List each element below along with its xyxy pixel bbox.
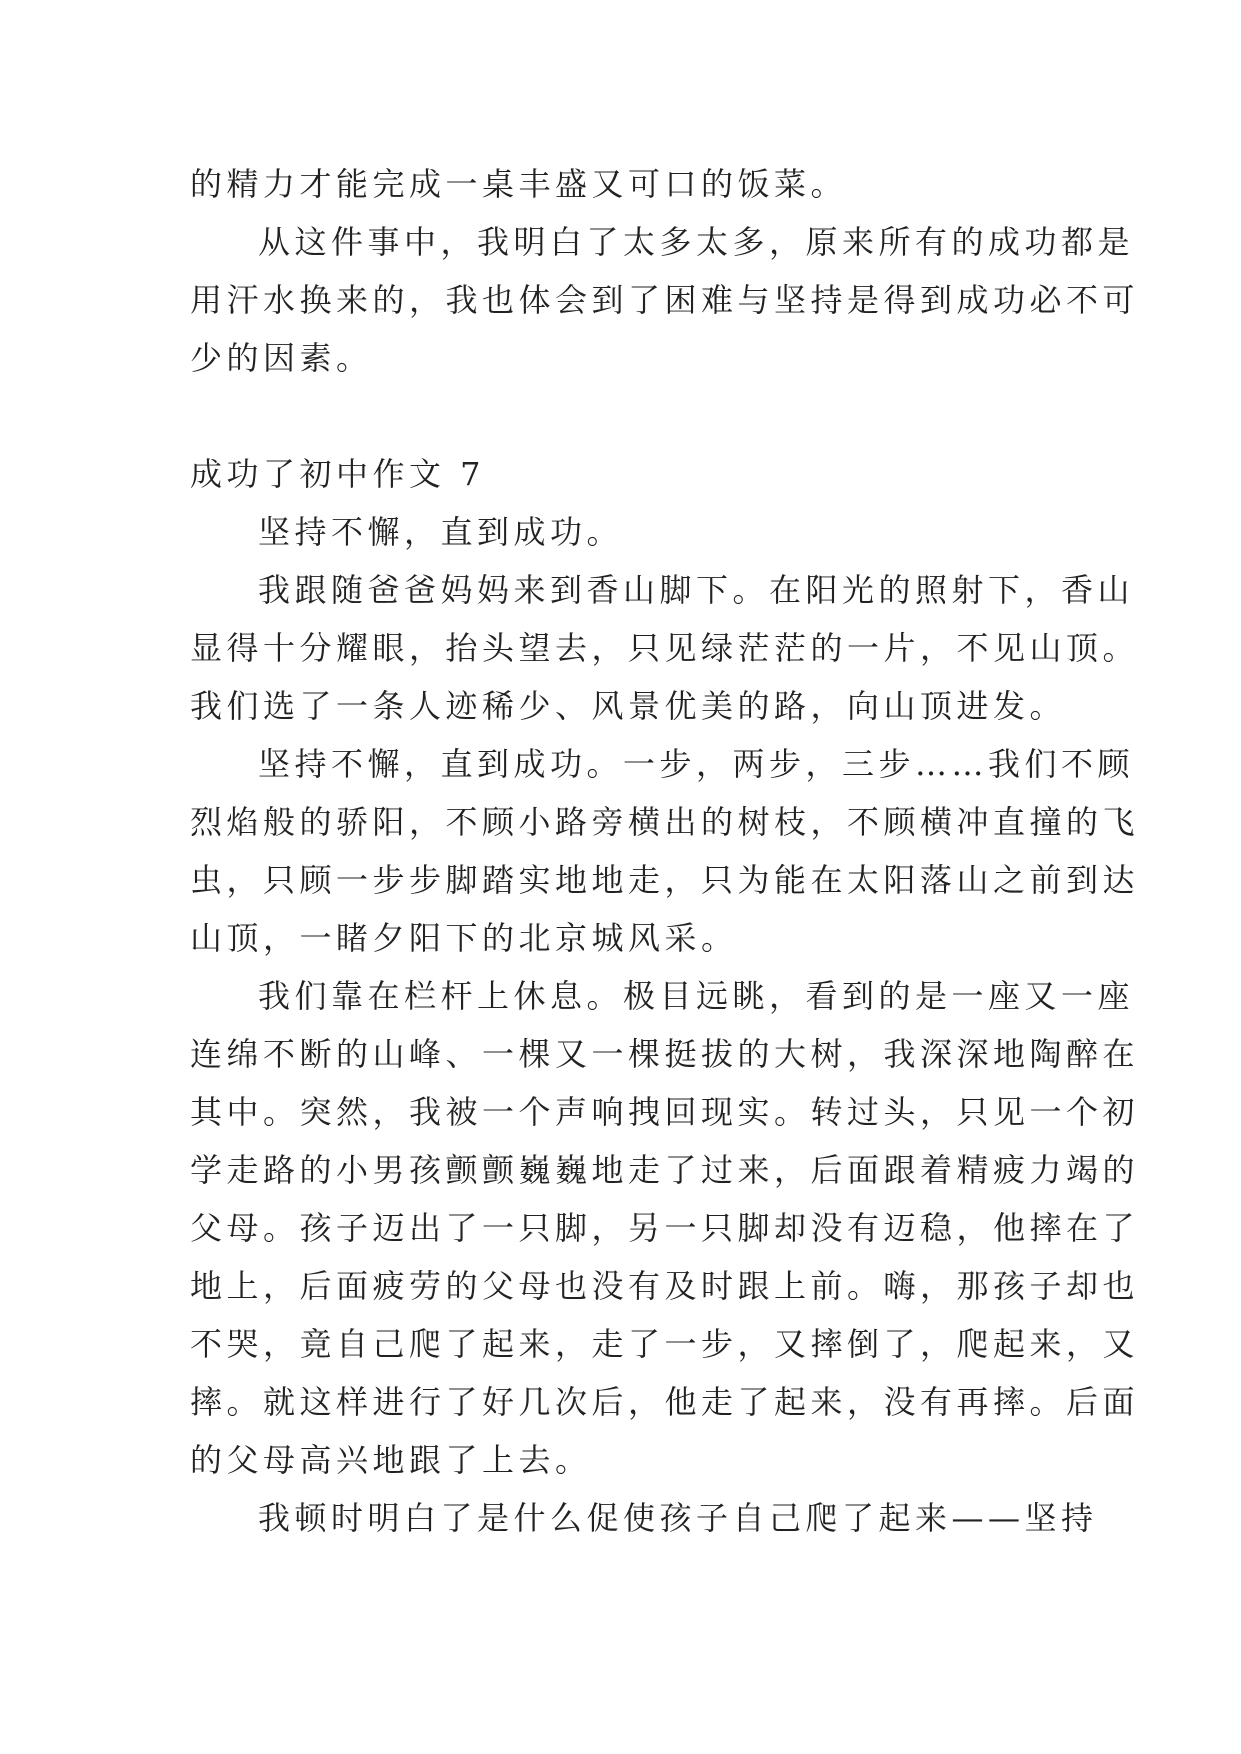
text-line: 地上，后面疲劳的父母也没有及时跟上前。嗨，那孩子却也 bbox=[190, 1267, 1140, 1305]
section-heading: 成功了初中作文 7 bbox=[190, 455, 486, 493]
text-line: 我们靠在栏杆上休息。极目远眺，看到的是一座又一座 bbox=[258, 977, 1135, 1015]
text-line: 山顶，一睹夕阳下的北京城风采。 bbox=[190, 919, 738, 957]
text-line: 坚持不懈，直到成功。 bbox=[258, 513, 624, 551]
paragraph-gap bbox=[190, 387, 1060, 445]
text-line: 我顿时明白了是什么促使孩子自己爬了起来——坚持 bbox=[258, 1499, 1098, 1537]
text-line: 连绵不断的山峰、一棵又一棵挺拔的大树，我深深地陶醉在 bbox=[190, 1035, 1140, 1073]
text-line: 我跟随爸爸妈妈来到香山脚下。在阳光的照射下，香山 bbox=[258, 571, 1135, 609]
document-body bbox=[190, 155, 1140, 1547]
text-line: 其中。突然，我被一个声响拽回现实。转过头，只见一个初 bbox=[190, 1093, 1140, 1131]
text-line: 坚持不懈，直到成功。一步，两步，三步……我们不顾 bbox=[258, 745, 1135, 783]
text-line: 虫，只顾一步步脚踏实地地走，只为能在太阳落山之前到达 bbox=[190, 861, 1140, 899]
text-line: 不哭，竟自己爬了起来，走了一步，又摔倒了，爬起来，又 bbox=[190, 1325, 1140, 1363]
text-line: 我们选了一条人迹稀少、风景优美的路，向山顶进发。 bbox=[190, 687, 1067, 725]
text-line: 烈焰般的骄阳，不顾小路旁横出的树枝，不顾横冲直撞的飞 bbox=[190, 803, 1140, 841]
text-line: 显得十分耀眼，抬头望去，只见绿茫茫的一片，不见山顶。 bbox=[190, 629, 1140, 667]
text-line: 摔。就这样进行了好几次后，他走了起来，没有再摔。后面 bbox=[190, 1383, 1140, 1421]
text-line: 父母。孩子迈出了一只脚，另一只脚却没有迈稳，他摔在了 bbox=[190, 1209, 1140, 1247]
text-line: 用汗水换来的，我也体会到了困难与坚持是得到成功必不可 bbox=[190, 281, 1140, 319]
text-line: 学走路的小男孩颤颤巍巍地走了过来，后面跟着精疲力竭的 bbox=[190, 1151, 1140, 1189]
text-line: 从这件事中，我明白了太多太多，原来所有的成功都是 bbox=[258, 223, 1135, 261]
text-line: 少的因素。 bbox=[190, 339, 373, 377]
text-line: 的精力才能完成一桌丰盛又可口的饭菜。 bbox=[190, 165, 848, 203]
text-line: 的父母高兴地跟了上去。 bbox=[190, 1441, 592, 1479]
